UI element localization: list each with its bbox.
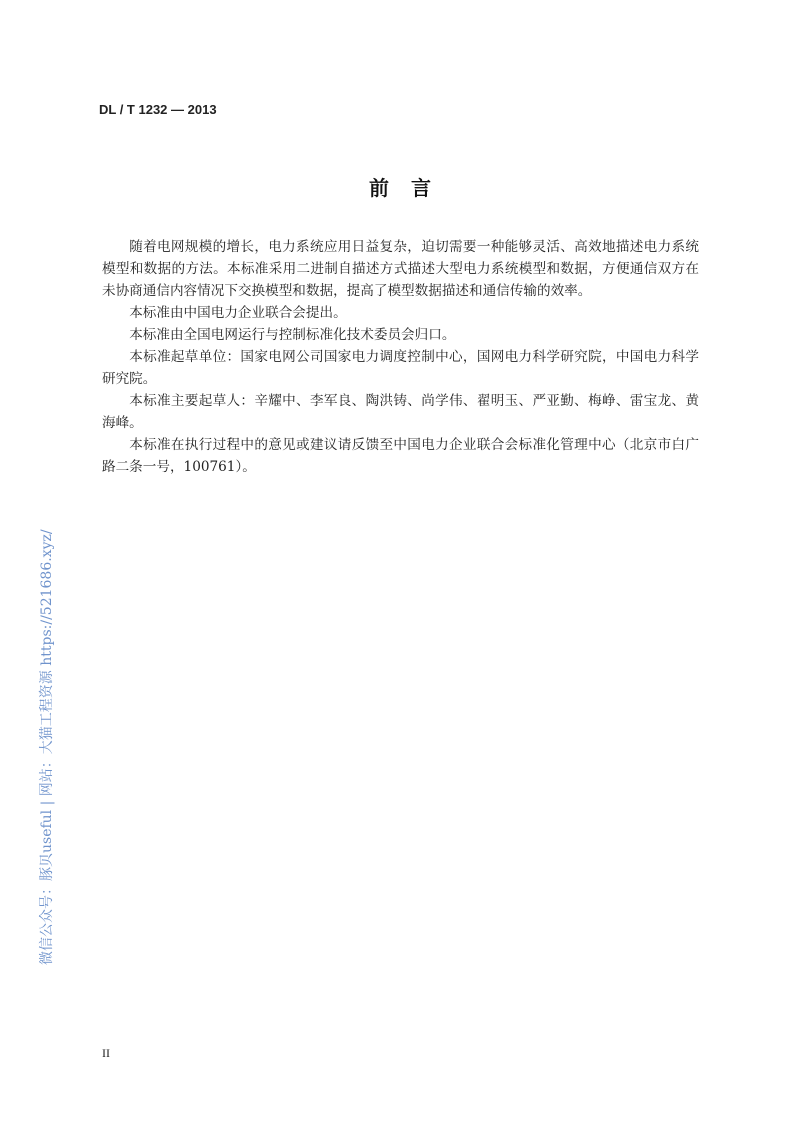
foreword-body [102,236,699,478]
page-title: 前言 [369,176,453,200]
page-number: II [102,1046,110,1060]
paragraph: 本标准由全国电网运行与控制标准化技术委员会归口。 [129,327,456,343]
paragraph: 本标准由中国电力企业联合会提出。 [129,305,347,321]
watermark: 微信公众号：豚贝useful | 网站：大猫工程资源 https://521686.xyz/ [39,529,55,965]
paragraph: 本标准主要起草人：辛耀中、李军良、陶洪铸、尚学伟、翟明玉、严亚勤、梅峥、雷宝龙、黄海峰。 [102,393,699,431]
paragraph: 本标准在执行过程中的意见或建议请反馈至中国电力企业联合会标准化管理中心（北京市白广路二条一号，100761）。 [102,437,699,475]
paragraph: 本标准起草单位：国家电网公司国家电力调度控制中心，国网电力科学研究院，中国电力科学研究院。 [102,349,699,387]
document-code: DL / T 1232 — 2013 [99,102,217,117]
paragraph: 随着电网规模的增长，电力系统应用日益复杂，迫切需要一种能够灵活、高效地描述电力系统模型和数据的方法。本标准采用二进制自描述方式描述大型电力系统模型和数据，方便通信双方在未协商通信内容情况下交换模型和数据，提高了模型数据描述和通信传输的效率。 [102,239,699,299]
